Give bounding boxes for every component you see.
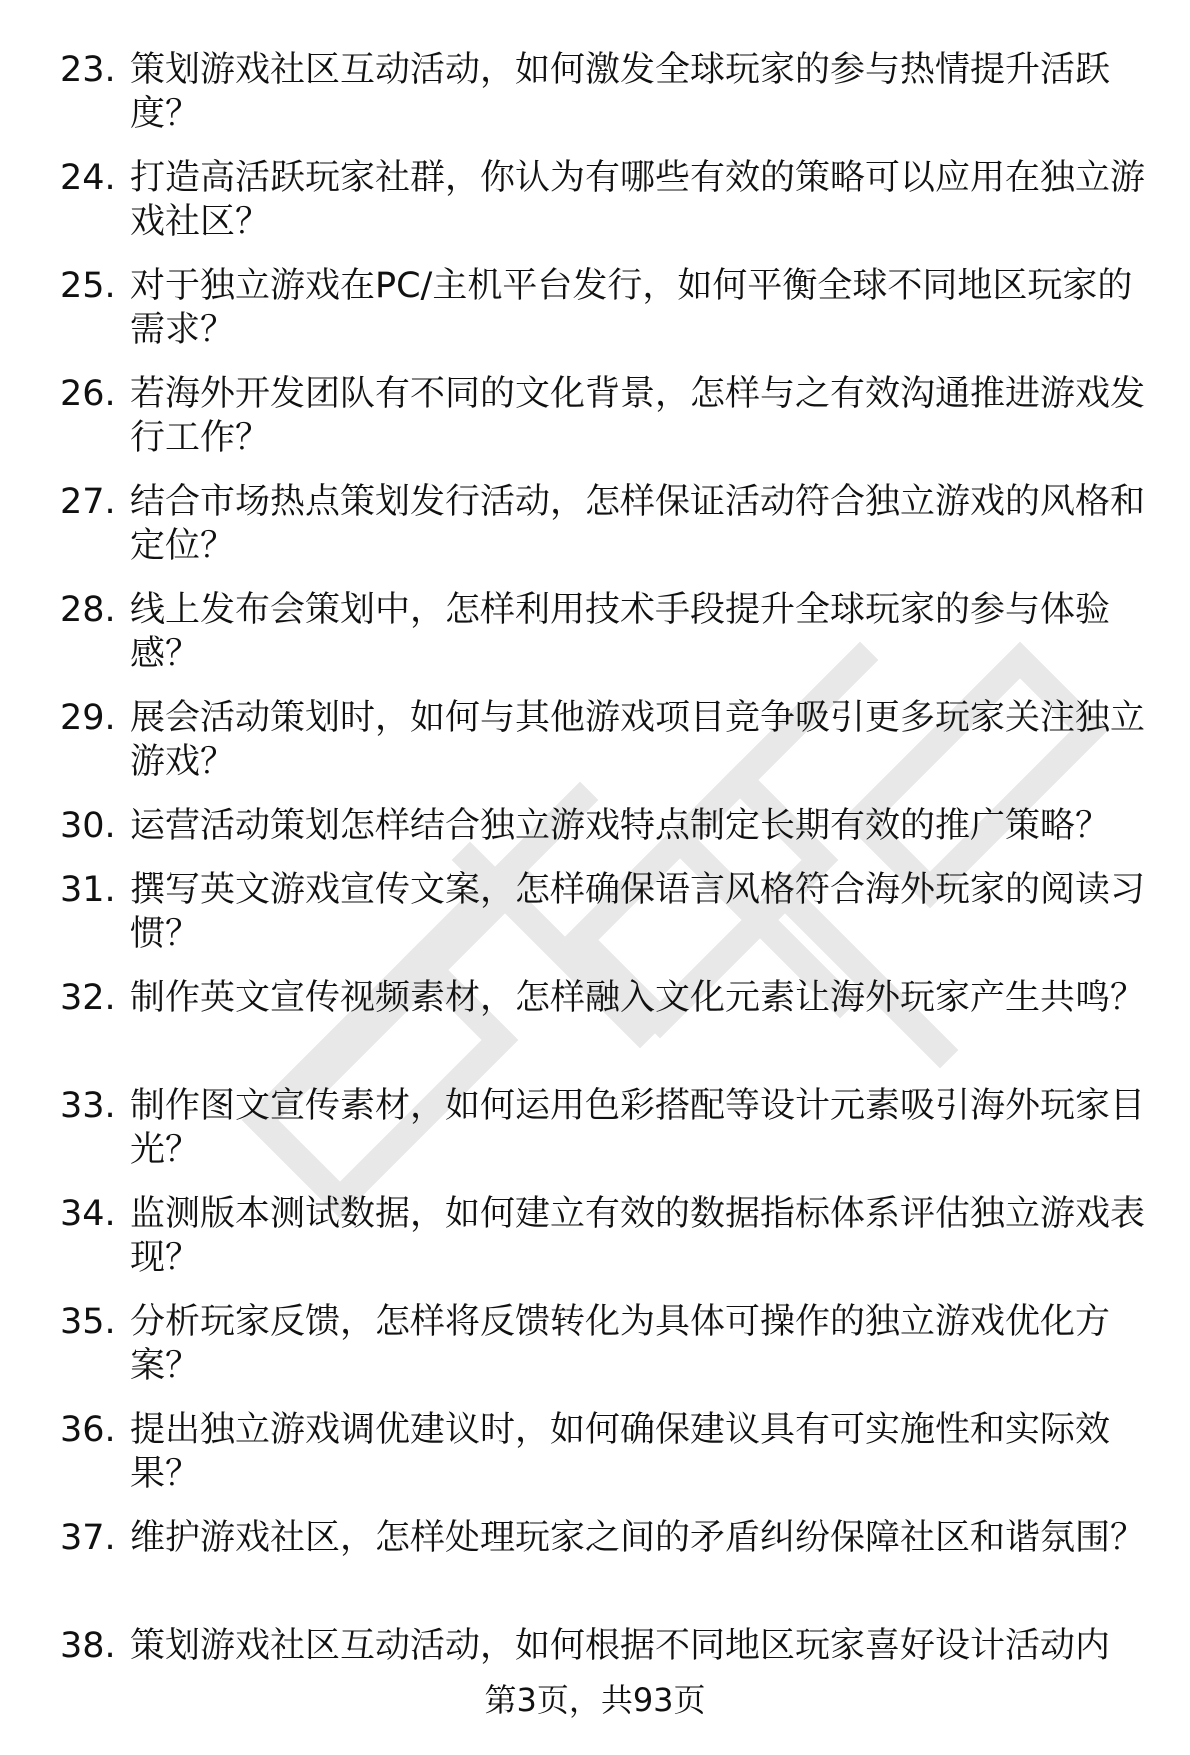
- question-text: 策划游戏社区互动活动，如何激发全球玩家的参与热情提升活跃度？: [130, 50, 1111, 134]
- question-text: 分析玩家反馈，怎样将反馈转化为具体可操作的独立游戏优化方案？: [130, 1302, 1111, 1386]
- list-item: [60, 1192, 1150, 1300]
- question-number: 37.: [60, 1518, 116, 1558]
- question-number: 34.: [60, 1194, 116, 1234]
- page-number: 第3页，共93页: [484, 1681, 706, 1719]
- question-text: 监测版本测试数据，如何建立有效的数据指标体系评估独立游戏表现？: [130, 1194, 1146, 1278]
- list-item: [60, 976, 1150, 1084]
- question-text: 打造高活跃玩家社群，你认为有哪些有效的策略可以应用在独立游戏社区？: [130, 158, 1146, 242]
- question-number: 27.: [60, 482, 116, 522]
- list-item: [60, 1516, 1150, 1624]
- question-text: 展会活动策划时，如何与其他游戏项目竞争吸引更多玩家关注独立游戏？: [130, 698, 1146, 782]
- question-number: 23.: [60, 50, 116, 90]
- list-item: [60, 480, 1150, 588]
- question-number: 30.: [60, 806, 116, 846]
- list-item: [60, 1300, 1150, 1408]
- list-item: [60, 804, 1150, 868]
- list-item: [60, 264, 1150, 372]
- question-list: [60, 48, 1150, 1680]
- list-item: [60, 156, 1150, 264]
- list-item: [60, 1084, 1150, 1192]
- question-number: 32.: [60, 978, 116, 1018]
- question-number: 28.: [60, 590, 116, 630]
- list-item: [60, 372, 1150, 480]
- question-text: 策划游戏社区互动活动，如何根据不同地区玩家喜好设计活动内: [130, 1626, 1111, 1666]
- question-text: 维护游戏社区，怎样处理玩家之间的矛盾纠纷保障社区和谐氛围？: [130, 1518, 1146, 1558]
- question-text: 制作英文宣传视频素材，怎样融入文化元素让海外玩家产生共鸣？: [130, 978, 1146, 1018]
- list-item: [60, 1624, 1150, 1680]
- question-number: 26.: [60, 374, 116, 414]
- question-text: 撰写英文游戏宣传文案，怎样确保语言风格符合海外玩家的阅读习惯？: [130, 870, 1146, 954]
- list-item: [60, 48, 1150, 156]
- question-number: 33.: [60, 1086, 116, 1126]
- question-number: 24.: [60, 158, 116, 198]
- question-number: 36.: [60, 1410, 116, 1450]
- question-number: 38.: [60, 1626, 116, 1666]
- question-text: 若海外开发团队有不同的文化背景，怎样与之有效沟通推进游戏发行工作？: [130, 374, 1146, 458]
- list-item: [60, 868, 1150, 976]
- question-number: 29.: [60, 698, 116, 738]
- list-item: [60, 588, 1150, 696]
- question-text: 线上发布会策划中，怎样利用技术手段提升全球玩家的参与体验感？: [130, 590, 1111, 674]
- question-number: 25.: [60, 266, 116, 306]
- question-text: 运营活动策划怎样结合独立游戏特点制定长期有效的推广策略？: [130, 806, 1111, 846]
- question-text: 结合市场热点策划发行活动，怎样保证活动符合独立游戏的风格和定位？: [130, 482, 1146, 566]
- list-item: [60, 696, 1150, 804]
- question-text: 对于独立游戏在PC/主机平台发行，如何平衡全球不同地区玩家的需求？: [130, 266, 1133, 350]
- question-number: 35.: [60, 1302, 116, 1342]
- question-text: 提出独立游戏调优建议时，如何确保建议具有可实施性和实际效果？: [130, 1410, 1111, 1494]
- question-text: 制作图文宣传素材，如何运用色彩搭配等设计元素吸引海外玩家目光？: [130, 1086, 1146, 1170]
- list-item: [60, 1408, 1150, 1516]
- question-number: 31.: [60, 870, 116, 910]
